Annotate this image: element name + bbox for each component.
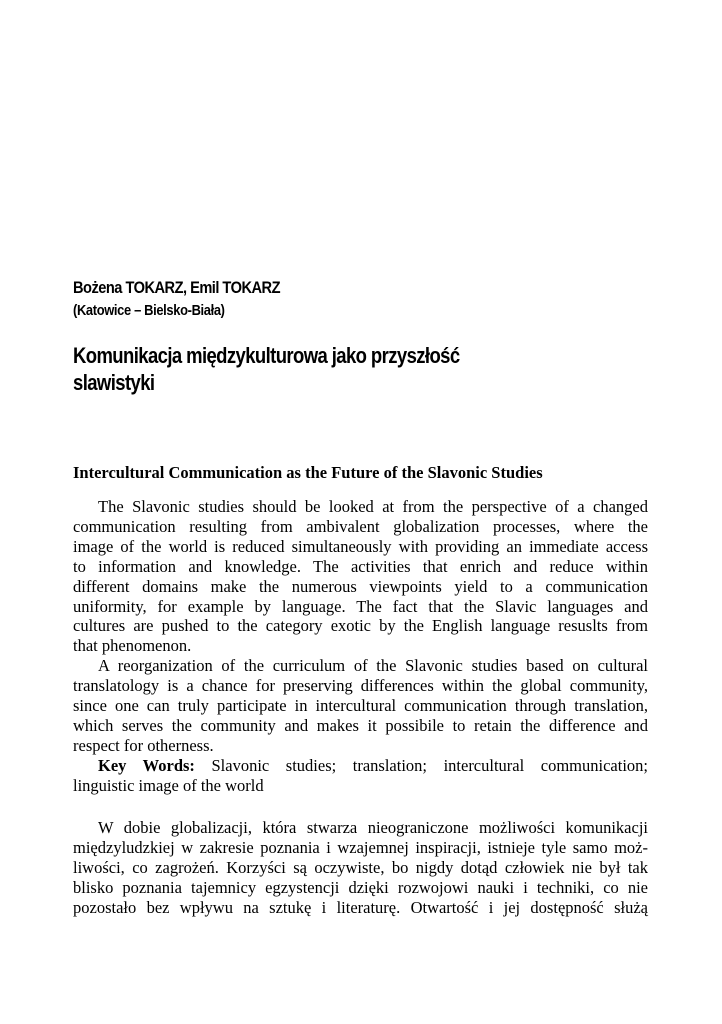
affiliation: (Katowice – Bielsko-Biała) <box>73 302 225 319</box>
keywords-line <box>73 756 648 776</box>
text-line: that phenomenon. <box>73 636 192 656</box>
text-line: W dobie globalizacji, która stwarza nieograniczone możliwości komunikacji <box>98 818 648 837</box>
text-line: międzyludzkiej w zakresie poznania i wzajemnej inspiracji, istnieje tyle samo moż- <box>73 838 648 858</box>
text-line: respect for otherness. <box>73 735 214 755</box>
text-line: which serves the community and makes it possibile to retain the difference and <box>73 715 648 735</box>
text-line: different domains make the numerous viewpoints yield to a communication <box>73 576 648 596</box>
text-line: translatology is a chance for preserving differences within the global community, <box>73 676 648 696</box>
text-line: communication resulting from ambivalent globalization processes, where the <box>73 516 648 536</box>
abstract <box>73 497 648 796</box>
article-title-line: Komunikacja międzykulturowa jako przyszłość <box>73 343 460 368</box>
text-line: The Slavonic studies should be looked at from the perspective of a changed <box>98 497 648 516</box>
authors: Bożena TOKARZ, Emil TOKARZ <box>73 278 280 297</box>
body-paragraph <box>73 818 648 918</box>
abstract-paragraph <box>73 656 648 756</box>
abstract-paragraph <box>73 497 648 656</box>
keywords-line: linguistic image of the world <box>73 775 264 795</box>
text-line: A reorganization of the curriculum of the Slavonic studies based on cultural <box>98 656 648 676</box>
text-line: blisko poznania tajemnicy egzystencji dzięki rozwojowi nauki i techniki, co nie <box>73 878 648 898</box>
keywords-label: Key Words: <box>98 755 195 775</box>
text-line: image of the world is reduced simultaneously with providing an immediate access <box>73 536 648 556</box>
text-line: to information and knowledge. The activities that enrich and reduce within <box>73 556 648 576</box>
article-title <box>73 342 611 396</box>
text-line: uniformity, for example by language. The fact that the Slavic languages and <box>73 596 648 616</box>
text-line: cultures are pushed to the category exotic by the English language resuslts from <box>73 616 648 636</box>
text-line: pozostało bez wpływu na sztukę i literaturę. Otwartość i jej dostępność służą <box>73 898 648 918</box>
keywords-list: Slavonic studies; translation; intercultural communication; <box>194 755 648 775</box>
article-title-line: slawistyki <box>73 370 155 395</box>
abstract-title: Intercultural Communication as the Future of the Slavonic Studies <box>73 463 543 482</box>
text-line: liwości, co zagrożeń. Korzyści są oczywiste, bo nigdy dotąd człowiek nie był tak <box>73 858 648 878</box>
keywords <box>73 756 648 796</box>
main-text <box>73 818 648 918</box>
text-line: since one can truly participate in intercultural communication through translation, <box>73 696 648 716</box>
